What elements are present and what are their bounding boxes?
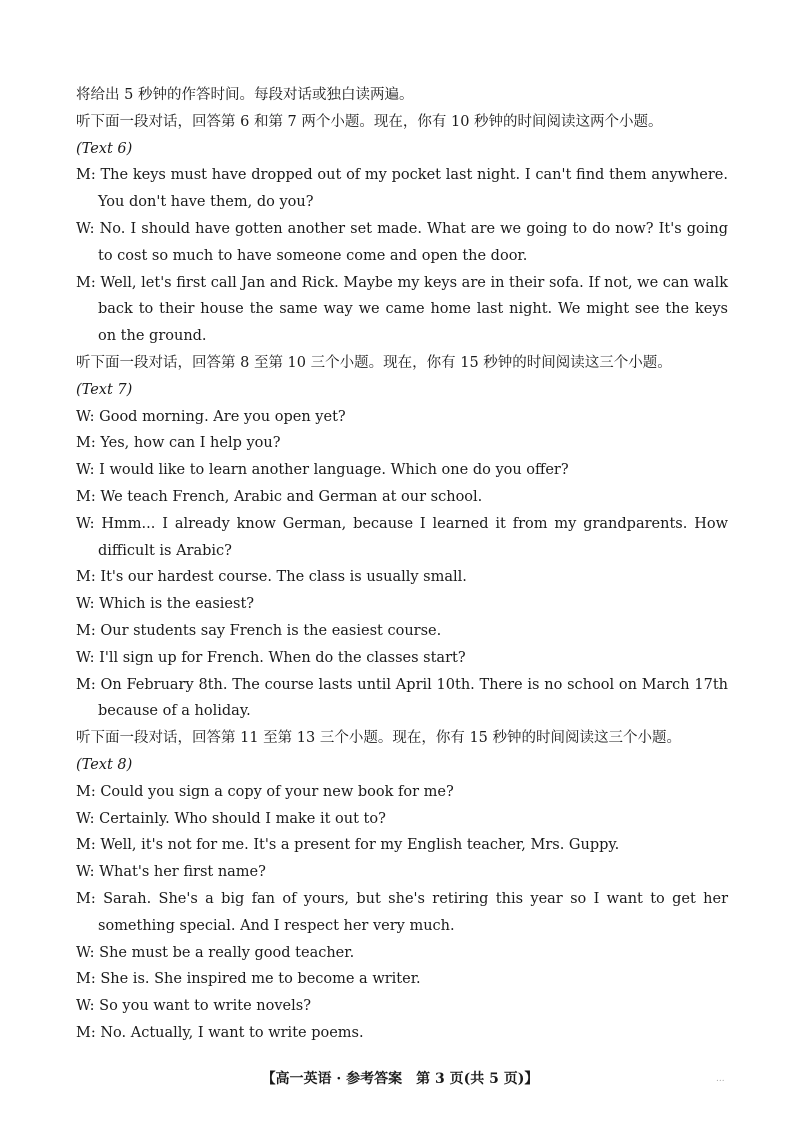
dialogue-line: W: Which is the easiest?	[76, 596, 255, 613]
dialogue-line: W: What's her first name?	[76, 864, 266, 881]
dialogue-line: M: Well, let's first call Jan and Rick. Maybe my keys are in their sofa. If not, we can walk back to their house the same way we came home last night. We might see the keys on the ground.	[76, 274, 728, 345]
dialogue-line: W: I'll sign up for French. When do the classes start?	[76, 649, 466, 666]
dialogue-line: W: Good morning. Are you open yet?	[76, 408, 346, 425]
dialogue-line: W: So you want to write novels?	[76, 998, 311, 1015]
section-8-instruction: 听下面一段对话，回答第 11 至第 13 三个小题。现在，你有 15 秒钟的时间阅读这三个小题。	[76, 730, 682, 747]
dialogue-line: M: Yes, how can I help you?	[76, 435, 281, 452]
intro-line: 将给出 5 秒钟的作答时间。每段对话或独白读两遍。	[76, 87, 414, 103]
dialogue-line: M: It's our hardest course. The class is usually small.	[76, 569, 467, 586]
section-6-label: (Text 6)	[76, 140, 133, 157]
dialogue-line: W: Hmm... I already know German, because I learned it from my grandparents. How difficult is Arabic?	[76, 515, 728, 559]
dialogue-line: M: Could you sign a copy of your new book for me?	[76, 783, 454, 800]
page-footer: 【高一英语 · 参考答案 第 3 页(共 5 页)】	[261, 1071, 539, 1087]
dialogue-line: W: I would like to learn another language. Which one do you offer?	[76, 462, 569, 479]
dialogue-line: M: Well, it's not for me. It's a present for my English teacher, Mrs. Guppy.	[76, 837, 620, 854]
dialogue-line: M: Our students say French is the easiest course.	[76, 622, 442, 639]
corner-mark: ...	[716, 1074, 725, 1084]
section-8-label: (Text 8)	[76, 756, 133, 773]
dialogue-line: W: Certainly. Who should I make it out to?	[76, 810, 386, 827]
dialogue-line: M: No. Actually, I want to write poems.	[76, 1024, 364, 1041]
dialogue-line: M: Sarah. She's a big fan of yours, but she's retiring this year so I want to get her something special. And I respect her very much.	[76, 890, 728, 934]
dialogue-line: W: No. I should have gotten another set made. What are we going to do now? It's going to cost so much to have someone come and open the door.	[76, 220, 728, 264]
dialogue-line: W: She must be a really good teacher.	[76, 944, 355, 961]
section-7-instruction: 听下面一段对话，回答第 8 至第 10 三个小题。现在，你有 15 秒钟的时间阅读这三个小题。	[76, 354, 672, 371]
section-7-label: (Text 7)	[76, 381, 133, 398]
dialogue-line: M: On February 8th. The course lasts until April 10th. There is no school on March 17th because of a holiday.	[76, 676, 728, 720]
section-6-instruction: 听下面一段对话，回答第 6 和第 7 两个小题。现在，你有 10 秒钟的时间阅读这两个小题。	[76, 113, 663, 130]
dialogue-line: M: The keys must have dropped out of my pocket last night. I can't find them anywhere. You don't have them, do you?	[76, 167, 728, 211]
dialogue-line: M: We teach French, Arabic and German at our school.	[76, 488, 483, 505]
document-body	[76, 82, 728, 1047]
dialogue-line: M: She is. She inspired me to become a writer.	[76, 971, 421, 988]
